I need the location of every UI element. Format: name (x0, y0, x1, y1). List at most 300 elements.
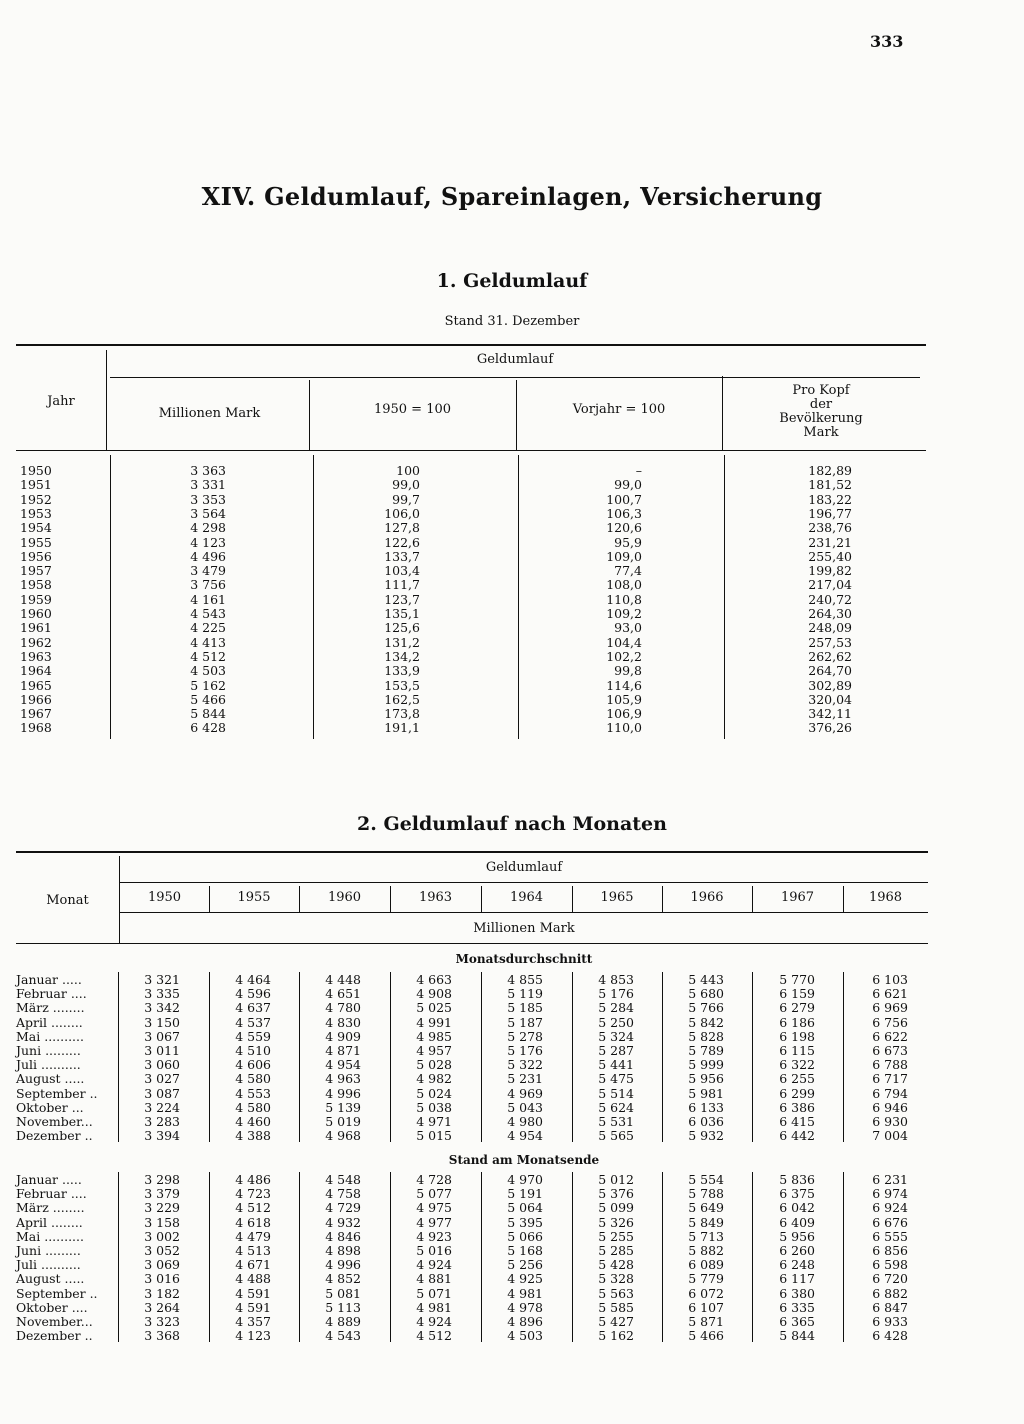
table2-cell: 4 512 (416, 1328, 452, 1344)
table2-cell: 3 335 (144, 986, 180, 1002)
year-header: 1960 (327, 890, 362, 905)
table2-cell: 5 015 (416, 1128, 452, 1144)
table1-cell: 5 466 (190, 691, 226, 707)
table2-cell: 6 335 (779, 1299, 815, 1315)
table2-cell: 5 043 (507, 1099, 543, 1115)
table2-cell: 6 622 (872, 1028, 908, 1044)
month-label: Oktober .... (16, 1299, 88, 1315)
table2-cell: 3 067 (144, 1028, 180, 1044)
table1-cell: 320,04 (808, 691, 852, 707)
table2-cell: 5 932 (688, 1128, 724, 1144)
table2-cell: 6 856 (872, 1243, 908, 1258)
table2-cell: 4 977 (416, 1214, 452, 1230)
table2-cell: 3 011 (144, 1043, 180, 1058)
table2-cell: 6 717 (872, 1071, 908, 1087)
table1-cell: 114,6 (606, 677, 642, 693)
table2-cell: 5 395 (507, 1214, 543, 1230)
table2-cell: 5 849 (688, 1214, 724, 1230)
month-label: Mai .......... (16, 1028, 84, 1044)
table1-cell: 1951 (20, 477, 52, 493)
table2-cell: 4 780 (325, 1000, 361, 1016)
table2-cell: 4 488 (235, 1271, 271, 1287)
table2-cell: 6 946 (872, 1099, 908, 1115)
table2-cell: 5 119 (507, 986, 543, 1002)
table2-cell: 4 881 (416, 1271, 452, 1287)
month-label: Juni ......... (16, 1243, 81, 1258)
table2-cell: 6 117 (779, 1271, 815, 1287)
table2-cell: 6 882 (872, 1285, 908, 1301)
table2-cell: 5 466 (688, 1328, 724, 1344)
table2-cell: 6 428 (872, 1328, 908, 1344)
col-vorjahr-header: Vorjahr = 100 (572, 402, 666, 417)
table2-cell: 4 996 (325, 1085, 361, 1101)
table2-cell: 4 591 (235, 1285, 271, 1301)
month-label: Juli .......... (16, 1057, 81, 1073)
table2-cell: 3 087 (144, 1085, 180, 1101)
table2-cell: 5 554 (688, 1172, 724, 1187)
table1-cell: 100 (396, 463, 420, 478)
table1-cell: 102,2 (606, 648, 642, 664)
table2-cell: 5 028 (416, 1057, 452, 1073)
table2-cell: 4 448 (325, 972, 361, 987)
table2-cell: 4 896 (507, 1314, 543, 1329)
table2-cell: 6 231 (872, 1172, 908, 1187)
table1-cell: 238,76 (808, 520, 852, 536)
table1-cell: 135,1 (384, 606, 420, 621)
table2-cell: 4 969 (507, 1085, 543, 1101)
table1-cell: 4 225 (190, 620, 226, 636)
month-label: August ..... (16, 1071, 85, 1087)
table2-cell: 5 066 (507, 1228, 543, 1244)
table2-cell: 6 415 (779, 1114, 815, 1129)
table2-cell: 3 002 (144, 1228, 180, 1244)
table1-cell: 100,7 (606, 491, 642, 507)
year-header: 1965 (600, 890, 634, 905)
table2-cell: 4 606 (235, 1057, 271, 1073)
table1-cell: 4 503 (190, 663, 226, 679)
table2-cell: 4 513 (235, 1243, 271, 1258)
table2-cell: 5 842 (688, 1014, 724, 1030)
table2-cell: 5 168 (507, 1243, 543, 1258)
table2-cell: 5 770 (779, 972, 815, 987)
table2-cell: 5 176 (598, 986, 634, 1002)
table1-cell: 1961 (20, 620, 52, 636)
table2-cell: 5 836 (779, 1172, 815, 1187)
table2-cell: 6 974 (872, 1186, 908, 1202)
table1-cell: – (635, 463, 642, 478)
table2-cell: 5 871 (688, 1314, 724, 1329)
table2-cell: 6 386 (779, 1099, 815, 1115)
table2-cell: 4 982 (416, 1071, 452, 1087)
table1-cell: 133,9 (384, 663, 420, 679)
table2-cell: 4 852 (325, 1271, 361, 1287)
table1-title: 1. Geldumlauf (436, 270, 588, 292)
table2-cell: 5 255 (598, 1228, 634, 1244)
table2-cell: 4 728 (416, 1172, 452, 1187)
table2-cell: 4 925 (507, 1271, 543, 1287)
table2-cell: 3 298 (144, 1172, 180, 1187)
table2-cell: 3 052 (144, 1243, 180, 1258)
table1-cell: 95,9 (614, 534, 642, 550)
table2-cell: 6 107 (688, 1299, 724, 1315)
table2-cell: 5 428 (598, 1257, 634, 1273)
table2-cell: 5 563 (598, 1285, 634, 1301)
table2-cell: 6 933 (872, 1314, 908, 1329)
table2-cell: 5 113 (325, 1299, 361, 1315)
table1-cell: 106,9 (606, 706, 642, 722)
table2-cell: 4 543 (325, 1328, 361, 1344)
col-group-header-2: Geldumlauf (485, 860, 563, 875)
table1-cell: 120,6 (606, 520, 642, 536)
month-label: Mai .......... (16, 1228, 84, 1244)
table1-cell: 110,0 (606, 720, 642, 736)
table2-cell: 6 598 (872, 1257, 908, 1273)
table1-cell: 264,70 (808, 663, 852, 679)
table2-title: 2. Geldumlauf nach Monaten (357, 813, 667, 835)
table2-cell: 6 036 (688, 1114, 724, 1129)
year-header: 1966 (690, 890, 724, 905)
table1-cell: 376,26 (808, 720, 852, 736)
table1-cell: 182,89 (808, 463, 852, 478)
table2-cell: 4 855 (507, 972, 543, 987)
table2-cell: 4 123 (235, 1328, 271, 1344)
table1-cell: 181,52 (808, 477, 852, 493)
table2-cell: 6 676 (872, 1214, 908, 1230)
table2-cell: 4 975 (416, 1200, 452, 1216)
table1-cell: 262,62 (808, 648, 852, 664)
table2-cell: 5 162 (598, 1328, 634, 1344)
table2-cell: 5 077 (416, 1186, 452, 1202)
table2-cell: 5 531 (598, 1114, 634, 1129)
table2-cell: 4 908 (416, 986, 452, 1002)
table2-cell: 4 991 (416, 1014, 452, 1030)
table2-cell: 5 475 (598, 1071, 634, 1087)
table2-cell: 5 981 (688, 1085, 724, 1101)
month-label: Dezember .. (16, 1128, 93, 1144)
year-header: 1968 (868, 890, 903, 905)
col-jahr-header: Jahr (47, 394, 75, 409)
table2-cell: 3 182 (144, 1285, 180, 1301)
table2-cell: 4 510 (235, 1043, 271, 1058)
table2-cell: 5 376 (598, 1186, 634, 1202)
table2-cell: 6 198 (779, 1028, 815, 1044)
table2-cell: 4 954 (325, 1057, 361, 1073)
table2-cell: 4 889 (325, 1314, 361, 1329)
table1-cell: 1958 (20, 577, 52, 593)
table1-cell: 134,2 (384, 648, 420, 664)
table2-cell: 5 624 (598, 1099, 634, 1115)
table1-cell: 1965 (20, 677, 52, 693)
table2-cell: 5 779 (688, 1271, 724, 1287)
table1-cell: 3 363 (190, 463, 226, 478)
table2-cell: 4 553 (235, 1085, 271, 1101)
table1-cell: 4 496 (190, 548, 226, 564)
table1-cell: 4 161 (190, 591, 226, 607)
table1-cell: 5 844 (190, 706, 226, 722)
table2-cell: 4 512 (235, 1200, 271, 1216)
year-header: 1967 (780, 890, 815, 905)
table1-cell: 1966 (20, 691, 52, 707)
table2-cell: 4 978 (507, 1299, 543, 1315)
table1-cell: 1950 (20, 463, 52, 478)
table2-cell: 5 713 (688, 1228, 724, 1244)
table2-cell: 6 279 (779, 1000, 815, 1016)
table2-cell: 6 555 (872, 1228, 908, 1244)
table1-cell: 1967 (20, 706, 52, 722)
table2-cell: 4 637 (235, 1000, 271, 1016)
table2-cell: 6 756 (872, 1014, 908, 1030)
table2-cell: 4 758 (325, 1186, 361, 1202)
table2-cell: 3 342 (144, 1000, 180, 1016)
table1-cell: 1955 (20, 534, 52, 550)
table2-cell: 4 671 (235, 1257, 271, 1273)
table2-cell: 5 828 (688, 1028, 724, 1044)
table2-cell: 5 191 (507, 1186, 543, 1202)
table2-cell: 5 025 (416, 1000, 452, 1016)
table2-cell: 4 980 (507, 1114, 543, 1129)
table1-subtitle: Stand 31. Dezember (444, 314, 580, 329)
table2-cell: 5 024 (416, 1085, 452, 1101)
table2-cell: 5 680 (688, 986, 724, 1002)
table2-cell: 5 071 (416, 1285, 452, 1301)
month-label: September .. (16, 1085, 98, 1101)
table2-cell: 5 328 (598, 1271, 634, 1287)
table1-cell: 99,0 (614, 477, 642, 493)
table2-cell: 3 283 (144, 1114, 180, 1129)
month-label: Juli .......... (16, 1257, 81, 1273)
table2-cell: 5 250 (598, 1014, 634, 1030)
table1-cell: 1954 (20, 520, 52, 536)
unit-header: Millionen Mark (473, 921, 575, 936)
table2-cell: 4 957 (416, 1043, 452, 1058)
table2-cell: 3 150 (144, 1014, 180, 1030)
table2-cell: 4 503 (507, 1328, 543, 1344)
col-group-header: Geldumlauf (476, 352, 554, 367)
table2-cell: 4 924 (416, 1314, 452, 1329)
table2-cell: 4 729 (325, 1200, 361, 1216)
table2-cell: 4 968 (325, 1128, 361, 1144)
table2-cell: 6 089 (688, 1257, 724, 1273)
table1-cell: 4 543 (190, 606, 226, 621)
table2-cell: 4 580 (235, 1099, 271, 1115)
table2-cell: 5 012 (598, 1172, 634, 1187)
table1-cell: 3 564 (190, 505, 226, 521)
table2-cell: 5 326 (598, 1214, 634, 1230)
table1-cell: 123,7 (384, 591, 420, 607)
year-header: 1955 (237, 890, 271, 905)
table1-cell: 106,0 (384, 505, 420, 521)
table2-cell: 5 099 (598, 1200, 634, 1216)
table1-cell: 3 756 (190, 577, 226, 593)
col-mio-header: Millionen Mark (158, 406, 261, 421)
table2-cell: 6 115 (779, 1043, 815, 1058)
table2-cell: 6 794 (872, 1085, 908, 1101)
table1-cell: 104,4 (606, 634, 642, 650)
table1-cell: 1964 (20, 663, 52, 679)
col-monat-header: Monat (46, 893, 89, 908)
table2-cell: 3 394 (144, 1128, 180, 1144)
table1-cell: 4 123 (190, 534, 226, 550)
table2-cell: 4 924 (416, 1257, 452, 1273)
table2-cell: 3 321 (144, 972, 180, 987)
table2-cell: 5 231 (507, 1071, 543, 1087)
table1-cell: 342,11 (808, 706, 852, 722)
table1-cell: 105,9 (606, 691, 642, 707)
table2-cell: 6 621 (872, 986, 908, 1002)
section-label-monatsende: Stand am Monatsende (448, 1153, 600, 1167)
table2-cell: 6 186 (779, 1014, 815, 1030)
table2-cell: 6 969 (872, 1000, 908, 1016)
table2-cell: 5 016 (416, 1243, 452, 1258)
table1-cell: 4 298 (190, 520, 226, 536)
table2-cell: 5 322 (507, 1057, 543, 1073)
table2-cell: 6 720 (872, 1271, 908, 1287)
month-label: November... (16, 1114, 93, 1129)
table2-cell: 4 830 (325, 1014, 361, 1030)
table2-cell: 5 585 (598, 1299, 634, 1315)
table1-cell: 1952 (20, 491, 52, 507)
table2-cell: 5 956 (779, 1228, 815, 1244)
table2-cell: 6 365 (779, 1314, 815, 1329)
table2-cell: 5 278 (507, 1028, 543, 1044)
table2-cell: 4 723 (235, 1186, 271, 1202)
table1-cell: 231,21 (808, 534, 852, 550)
table2-cell: 4 853 (598, 972, 634, 987)
table1-cell: 255,40 (808, 548, 852, 564)
table2-cell: 6 103 (872, 972, 908, 987)
table1-cell: 77,4 (614, 563, 642, 579)
table1-cell: 240,72 (808, 591, 852, 607)
table2-cell: 6 442 (779, 1128, 815, 1144)
table2-cell: 5 882 (688, 1243, 724, 1258)
table2-cell: 5 956 (688, 1071, 724, 1087)
table2-cell: 6 380 (779, 1285, 815, 1301)
table2-cell: 4 971 (416, 1114, 452, 1129)
table2-cell: 6 133 (688, 1099, 724, 1115)
table2-cell: 4 388 (235, 1128, 271, 1144)
table2-cell: 3 016 (144, 1271, 180, 1287)
table1-cell: 109,2 (606, 606, 642, 621)
table2-cell: 3 379 (144, 1186, 180, 1202)
table2-cell: 4 846 (325, 1228, 361, 1244)
table2-cell: 3 264 (144, 1299, 180, 1315)
table1-cell: 1953 (20, 505, 52, 521)
table1-cell: 1963 (20, 648, 52, 664)
table2-cell: 5 139 (325, 1099, 361, 1115)
table2-cell: 7 004 (872, 1128, 908, 1144)
table2-cell: 4 479 (235, 1228, 271, 1244)
table1-cell: 191,1 (384, 720, 420, 736)
table1-cell: 3 479 (190, 563, 226, 579)
section-label-monatsdurchschnitt: Monatsdurchschnitt (455, 952, 593, 966)
table1-cell: 257,53 (808, 634, 852, 650)
table2-cell: 6 847 (872, 1299, 908, 1315)
table2-cell: 5 324 (598, 1028, 634, 1044)
table2-cell: 5 649 (688, 1200, 724, 1216)
table2-cell: 6 260 (779, 1243, 815, 1258)
table2-cell: 6 788 (872, 1057, 908, 1073)
year-header: 1964 (509, 890, 544, 905)
table1-cell: 196,77 (808, 505, 852, 521)
table1-cell: 127,8 (384, 520, 420, 536)
table2-cell: 3 069 (144, 1257, 180, 1273)
table1-cell: 1957 (20, 563, 52, 579)
table2-cell: 3 323 (144, 1314, 180, 1329)
table1-cell: 199,82 (808, 563, 852, 579)
table2-cell: 5 038 (416, 1099, 452, 1115)
table1-cell: 99,7 (392, 491, 420, 507)
table1-cell: 111,7 (384, 577, 420, 593)
table1-cell: 93,0 (614, 620, 642, 636)
chapter-title: XIV. Geldumlauf, Spareinlagen, Versicherung (201, 182, 823, 211)
table2-cell: 4 970 (507, 1172, 543, 1187)
table2-cell: 4 537 (235, 1014, 271, 1030)
year-header: 1963 (418, 890, 453, 905)
table2-cell: 6 924 (872, 1200, 908, 1216)
table2-cell: 4 981 (507, 1285, 543, 1301)
table2-cell: 5 176 (507, 1043, 543, 1058)
month-label: Oktober ... (16, 1099, 84, 1115)
table2-cell: 4 580 (235, 1071, 271, 1087)
table1-cell: 1960 (20, 606, 52, 621)
table2-cell: 6 072 (688, 1285, 724, 1301)
table2-cell: 4 591 (235, 1299, 271, 1315)
table1-cell: 183,22 (808, 491, 852, 507)
table2-cell: 5 081 (325, 1285, 361, 1301)
table1-cell: 122,6 (384, 534, 420, 550)
table1-cell: 131,2 (384, 634, 420, 650)
table2-cell: 6 248 (779, 1257, 815, 1273)
table2-cell: 6 255 (779, 1071, 815, 1087)
table2-cell: 5 287 (598, 1043, 634, 1058)
table1-cell: 264,30 (808, 606, 852, 621)
table2-cell: 5 019 (325, 1114, 361, 1129)
table1-cell: 110,8 (606, 591, 642, 607)
table2-cell: 4 923 (416, 1228, 452, 1244)
col-idx1950-header: 1950 = 100 (373, 402, 452, 417)
table2-cell: 4 559 (235, 1028, 271, 1044)
table2-cell: 5 844 (779, 1328, 815, 1344)
table1-cell: 5 162 (190, 677, 226, 693)
month-label: Januar ..... (16, 1172, 82, 1187)
table2-cell: 6 409 (779, 1214, 815, 1230)
table1-cell: 173,8 (384, 706, 420, 722)
table1-cell: 4 512 (190, 648, 226, 664)
table2-cell: 5 256 (507, 1257, 543, 1273)
table2-cell: 6 299 (779, 1085, 815, 1101)
table2-cell: 4 909 (325, 1028, 361, 1044)
table1-cell: 162,5 (384, 691, 420, 707)
table2-cell: 4 357 (235, 1314, 271, 1329)
table2-cell: 4 618 (235, 1214, 271, 1230)
table1-cell: 1968 (20, 720, 52, 736)
table1-cell: 302,89 (808, 677, 852, 693)
table1-cell: 1962 (20, 634, 52, 650)
table1-cell: 248,09 (808, 620, 852, 636)
table2-cell: 3 027 (144, 1071, 180, 1087)
table2-cell: 6 930 (872, 1114, 908, 1129)
table1-cell: 133,7 (384, 548, 420, 564)
table2-cell: 5 514 (598, 1085, 634, 1101)
table1-cell: 103,4 (384, 563, 420, 579)
table2-cell: 6 673 (872, 1043, 908, 1058)
table1-cell: 108,0 (606, 577, 642, 593)
table2-cell: 6 159 (779, 986, 815, 1002)
month-label: September .. (16, 1285, 98, 1301)
table2-cell: 4 464 (235, 972, 271, 987)
month-label: Februar .... (16, 1186, 87, 1202)
table2-cell: 6 322 (779, 1057, 815, 1073)
